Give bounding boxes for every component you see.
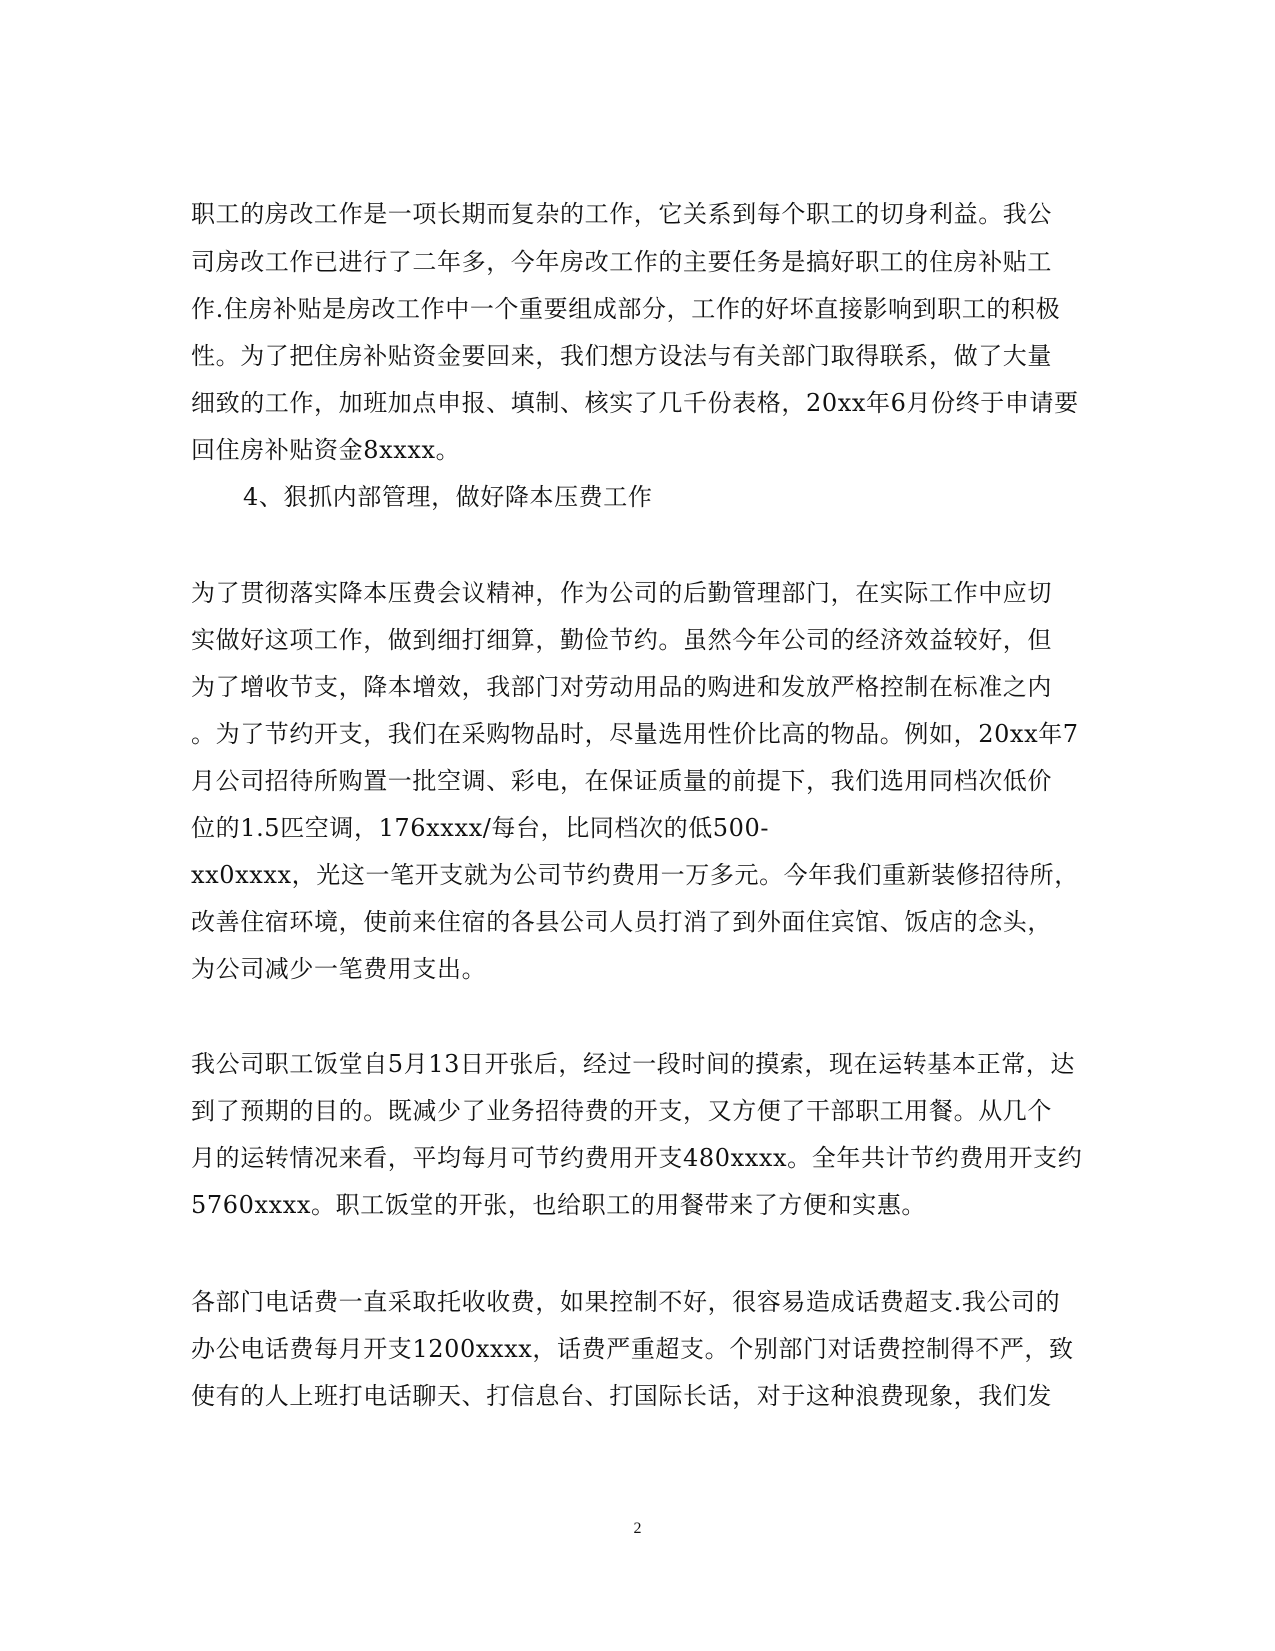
paragraph-line: 回住房补贴资金8xxxx。 xyxy=(191,436,461,464)
paragraph-line: 改善住宿环境，使前来住宿的各县公司人员打消了到外面住宾馆、饭店的念头， xyxy=(191,908,1052,936)
paragraph-line: 到了预期的目的。既减少了业务招待费的开支，又方便了干部职工用餐。从几个 xyxy=(191,1097,1052,1125)
paragraph-line: 司房改工作已进行了二年多，今年房改工作的主要任务是搞好职工的住房补贴工 xyxy=(191,248,1052,276)
paragraph-line: 办公电话费每月开支1200xxxx，话费严重超支。个别部门对话费控制得不严，致 xyxy=(191,1335,1074,1363)
paragraph-line: 各部门电话费一直采取托收收费，如果控制不好，很容易造成话费超支.我公司的 xyxy=(191,1288,1061,1316)
paragraph-line: 为公司减少一笔费用支出。 xyxy=(191,955,487,983)
section-heading: 4、狠抓内部管理，做好降本压费工作 xyxy=(243,483,653,511)
paragraph-line: 为了增收节支，降本增效，我部门对劳动用品的购进和发放严格控制在标准之内 xyxy=(191,673,1052,701)
paragraph-line: xx0xxxx，光这一笔开支就为公司节约费用一万多元。今年我们重新装修招待所， xyxy=(191,861,1079,889)
paragraph-line: 为了贯彻落实降本压费会议精神，作为公司的后勤管理部门，在实际工作中应切 xyxy=(191,579,1052,607)
paragraph-line: 月的运转情况来看，平均每月可节约费用开支480xxxx。全年共计节约费用开支约 xyxy=(191,1144,1083,1172)
page-number: 2 xyxy=(633,1520,642,1537)
paragraph-line: 位的1.5匹空调，176xxxx/每台，比同档次的低500- xyxy=(191,814,770,842)
paragraph-line: 使有的人上班打电话聊天、打信息台、打国际长话，对于这种浪费现象，我们发 xyxy=(191,1382,1052,1410)
paragraph-line: 实做好这项工作，做到细打细算，勤俭节约。虽然今年公司的经济效益较好，但 xyxy=(191,626,1052,654)
paragraph-line: 月公司招待所购置一批空调、彩电，在保证质量的前提下，我们选用同档次低价 xyxy=(191,767,1052,795)
paragraph-line: 我公司职工饭堂自5月13日开张后，经过一段时间的摸索，现在运转基本正常，达 xyxy=(191,1050,1076,1078)
paragraph-line: 5760xxxx。职工饭堂的开张，也给职工的用餐带来了方便和实惠。 xyxy=(191,1191,927,1219)
paragraph-line: 作.住房补贴是房改工作中一个重要组成部分，工作的好坏直接影响到职工的积极 xyxy=(191,295,1061,323)
paragraph-line: 。为了节约开支，我们在采购物品时，尽量选用性价比高的物品。例如，20xx年7 xyxy=(191,720,1079,748)
paragraph-line: 细致的工作，加班加点申报、填制、核实了几千份表格，20xx年6月份终于申请要 xyxy=(191,389,1079,417)
paragraph-line: 职工的房改工作是一项长期而复杂的工作，它关系到每个职工的切身利益。我公 xyxy=(191,200,1052,228)
paragraph-line: 性。为了把住房补贴资金要回来，我们想方设法与有关部门取得联系，做了大量 xyxy=(191,342,1052,370)
